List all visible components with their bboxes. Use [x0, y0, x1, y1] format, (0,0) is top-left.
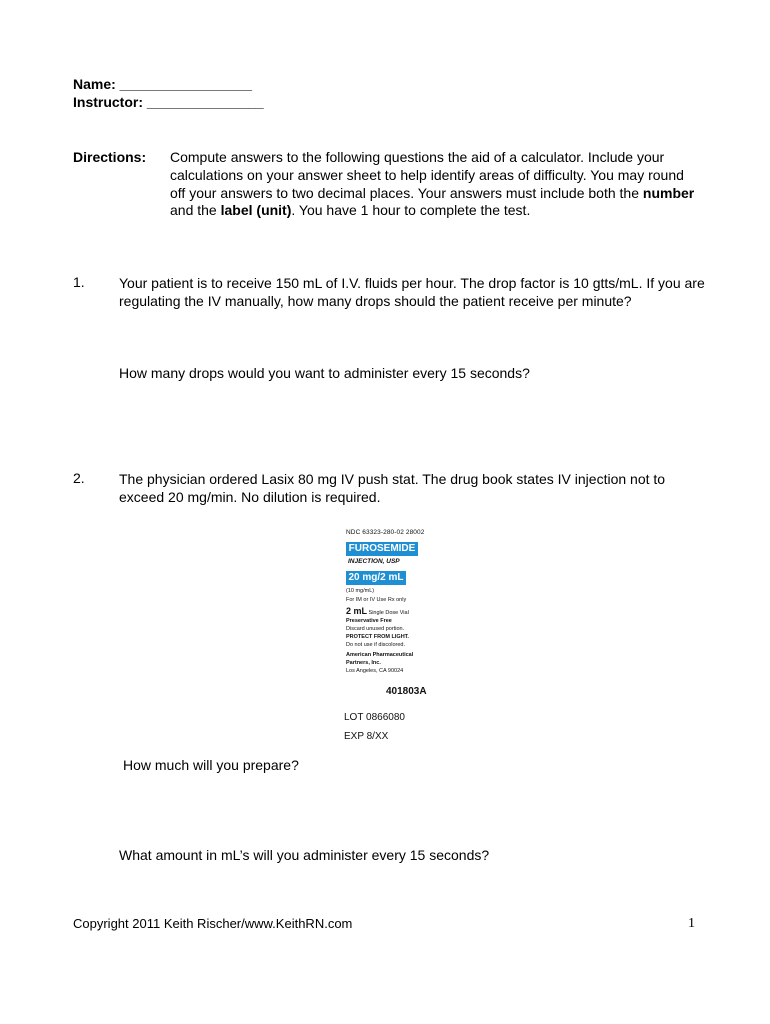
- page-number: 1: [688, 916, 695, 931]
- directions-text: Compute answers to the following questions the aid of a calculator. Include your calculations on your answer sheet to help identify areas of difficulty. You may round off your answers to two decimal places. Your answers must include both the number and the label (unit). You have 1 hour to complete the test.: [170, 149, 695, 219]
- question-2-followup-administer: What amount in mL’s will you administer every 15 seconds?: [119, 847, 490, 863]
- label-code: 401803A: [386, 686, 427, 697]
- label-drug-name: FUROSEMIDE: [346, 542, 418, 556]
- label-route: For IM or IV Use Rx only: [346, 597, 407, 603]
- label-concentration: 20 mg/2 mL: [346, 571, 406, 585]
- label-ndc: NDC 63323-280-02 28002: [346, 529, 425, 536]
- question-2-text: The physician ordered Lasix 80 mg IV push stat. The drug book states IV injection not to exceed 20 mg/min. No dilution is required.: [119, 471, 666, 505]
- label-maker-1: American Pharmaceutical: [346, 652, 414, 658]
- label-maker-2: Partners, Inc.: [346, 660, 381, 666]
- copyright-footer: Copyright 2011 Keith Rischer/www.KeithRN.com: [73, 916, 353, 931]
- question-1-number: 1.: [73, 274, 85, 290]
- label-exp: EXP 8/XX: [344, 731, 389, 742]
- directions-label: Directions:: [73, 149, 147, 165]
- furosemide-vial-label: [344, 527, 444, 747]
- label-discolored: Do not use if discolored.: [346, 642, 406, 648]
- label-volume: 2 mL Single Dose Vial: [346, 606, 409, 616]
- name-field-line: Name: _________________: [73, 76, 253, 92]
- question-1-text: Your patient is to receive 150 mL of I.V. fluids per hour. The drop factor is 10 gtts/mL. If you are regulating the IV manually, how many drops should the patient receive per minute?: [119, 275, 705, 309]
- question-2-followup-prepare: How much will you prepare?: [123, 757, 299, 773]
- question-2-number: 2.: [73, 470, 85, 486]
- label-protect: PROTECT FROM LIGHT.: [346, 634, 409, 640]
- label-city: Los Angeles, CA 90024: [346, 668, 404, 674]
- label-preservative: Preservative Free: [346, 618, 392, 624]
- label-per-ml: (10 mg/mL): [346, 588, 375, 594]
- instructor-field-line: Instructor: _______________: [73, 94, 264, 110]
- label-lot: LOT 0866080: [344, 712, 405, 723]
- label-discard: Discard unused portion.: [346, 626, 405, 632]
- label-subtitle: INJECTION, USP: [348, 558, 400, 565]
- question-1-followup: How many drops would you want to administer every 15 seconds?: [119, 365, 530, 381]
